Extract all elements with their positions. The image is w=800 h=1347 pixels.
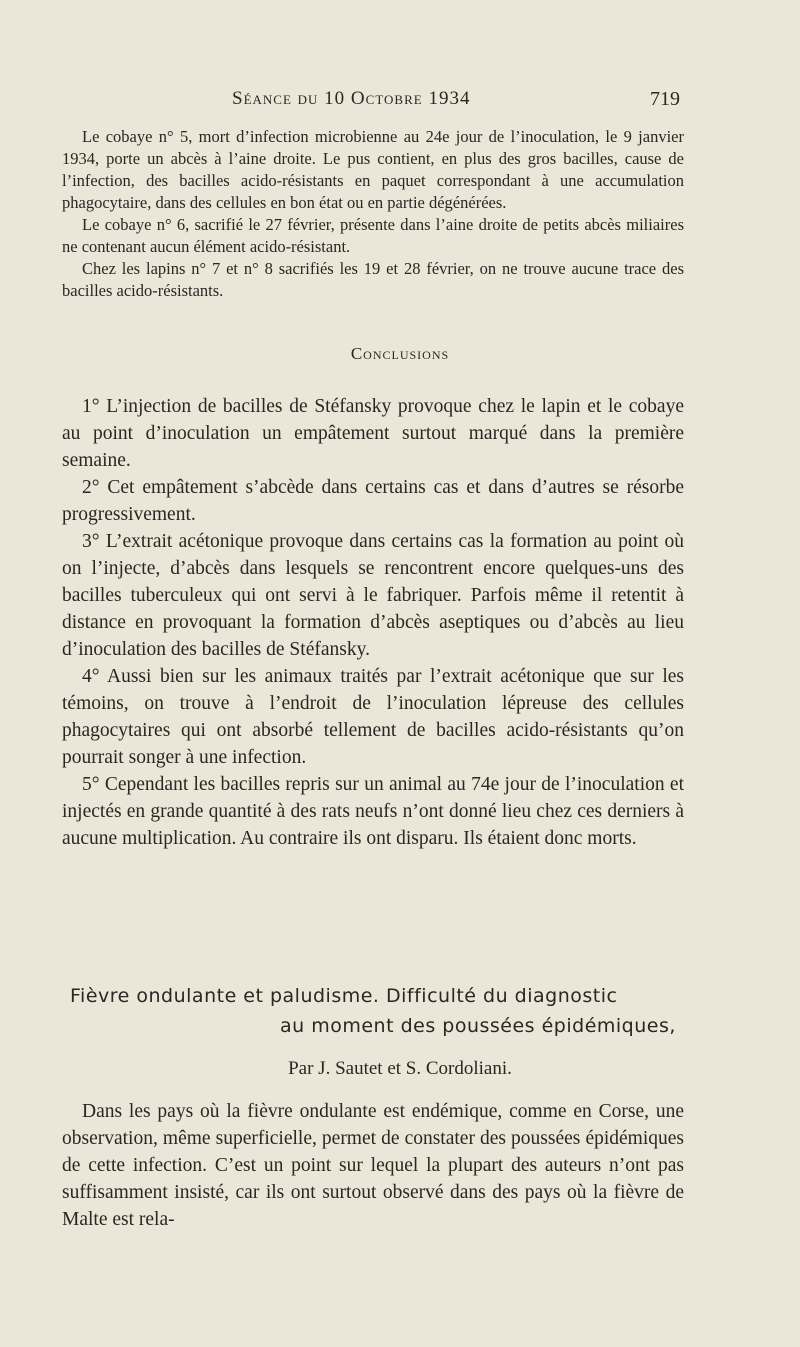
article-body: [62, 1098, 684, 1233]
conclusions-heading: Conclusions: [350, 344, 450, 363]
conclusion-item: 1° L’injection de bacilles de Stéfansky provoque chez le lapin et le cobaye au point d’inoculation un empâtement surtout marqué dans la première semaine.: [62, 396, 684, 471]
paragraph-cobaye-6: Le cobaye n° 6, sacrifié le 27 février, présente dans l’aine droite de petits abcès miliaires ne contenant aucun élément acido-résistant.: [62, 215, 684, 256]
conclusions-list: [62, 393, 684, 852]
running-head: [0, 88, 800, 118]
conclusion-item: 3° L’extrait acétonique provoque dans certains cas la formation au point où on l’injecte, d’abcès dans lesquels se rencontrent encore quelques-uns des bacilles tuberculeux qui ont servi à le fabriquer. Parfois même il retentit à distance en provoquant la formation d’abcès aseptiques ou d’abcès au lieu d’inoculation des bacilles de Stéfansky.: [62, 531, 684, 660]
article-byline: Par J. Sautet et S. Cordoliani.: [288, 1058, 512, 1079]
article-title-line-2: au moment des poussées épidémiques,: [280, 1015, 676, 1037]
conclusion-item: 5° Cependant les bacilles repris sur un animal au 74e jour de l’inoculation et injectés en grande quantité à des rats neufs n’ont donné lieu chez ces derniers à aucune multiplication. Au contraire ils ont disparu. Ils étaient donc morts.: [62, 774, 684, 849]
paragraph-lapins: Chez les lapins n° 7 et n° 8 sacrifiés les 19 et 28 février, on ne trouve aucune trace des bacilles acido-résistants.: [62, 259, 684, 300]
article-paragraph: Dans les pays où la fièvre ondulante est endémique, comme en Corse, une observation, même superficielle, permet de constater des poussées épidémiques de cette infection. C’est un point sur lequel la plupart des auteurs n’ont pas suffisamment insisté, car ils ont surtout observé dans des pays où la fièvre de Malte est rela-: [62, 1101, 684, 1230]
conclusion-item: 4° Aussi bien sur les animaux traités par l’extrait acétonique que sur les témoins, on trouve à l’endroit de l’inoculation lépreuse des cellules phagocytaires qui ont absorbé tellement de bacilles acido-résistants qu’on pourrait songer à une infection.: [62, 666, 684, 768]
page-number: 719: [650, 88, 680, 110]
running-head-title: Séance du 10 Octobre 1934: [232, 88, 471, 109]
article-title-line-1: Fièvre ondulante et paludisme. Difficulté du diagnostic: [70, 985, 618, 1007]
experiment-results-section: [62, 126, 684, 302]
conclusion-item: 2° Cet empâtement s’abcède dans certains cas et dans d’autres se résorbe progressivement.: [62, 477, 684, 525]
paragraph-cobaye-5: Le cobaye n° 5, mort d’infection microbienne au 24e jour de l’inoculation, le 9 janvier 1934, porte un abcès à l’aine droite. Le pus contient, en plus des gros bacilles, cause de l’infection, des bacilles acido-résistants en paquet correspondant à une accumulation phagocytaire, dans des cellules en bon état ou en partie dégénérées.: [62, 127, 684, 212]
